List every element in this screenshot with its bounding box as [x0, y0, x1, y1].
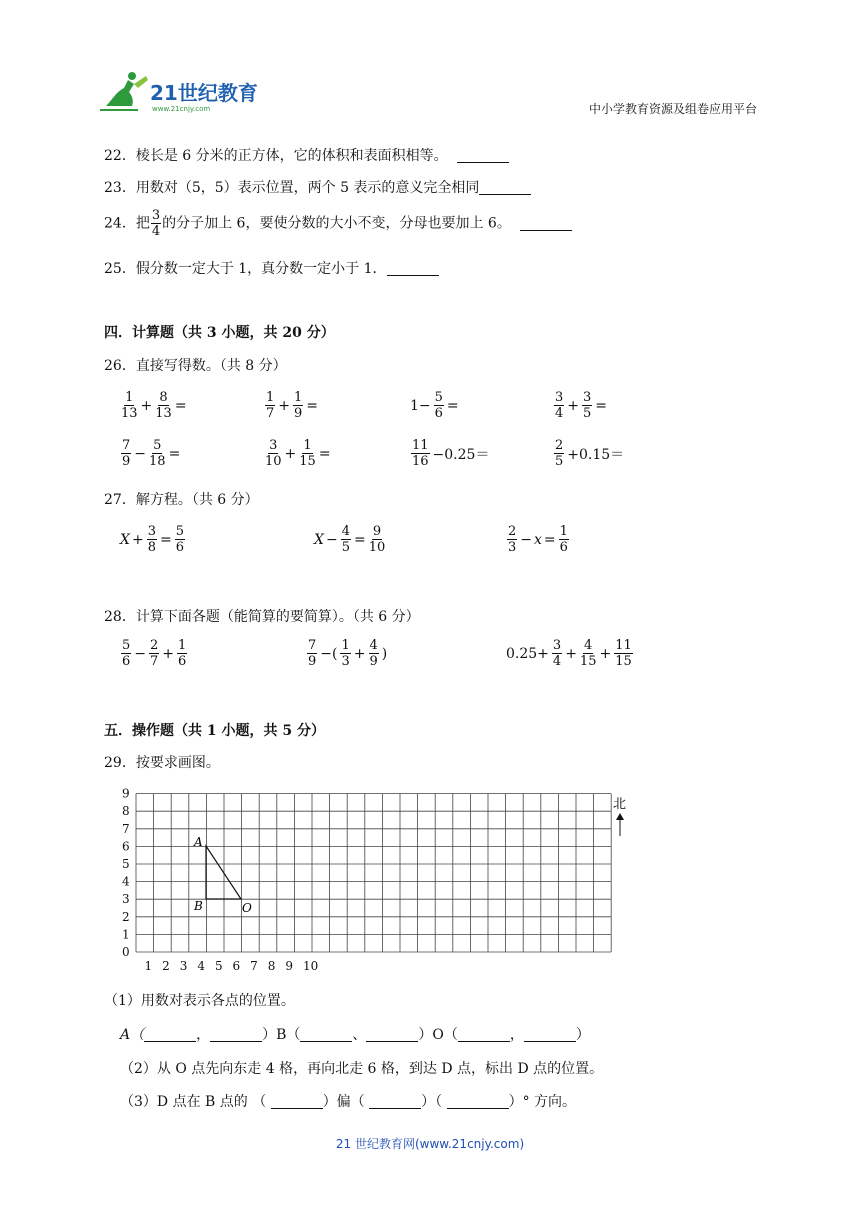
- equation-3: $\frac{2}{3}$ − x = $\frac{1}{6}$: [508, 524, 568, 555]
- y-tick-label: 7: [122, 821, 130, 836]
- a-y-blank[interactable]: [210, 1027, 262, 1042]
- question-29: 29．按要求画图。: [104, 755, 220, 771]
- answer-blank[interactable]: [520, 216, 572, 231]
- y-tick-label: 0: [122, 945, 130, 959]
- question-29-2: （2）从 O 点先向东走 4 格，再向北走 6 格，到达 D 点，标出 D 点的位置。: [120, 1061, 604, 1077]
- simplify-2: $\frac{7}{9}$ −( $\frac{1}{3}$ + $\frac{4}{9}$ ): [308, 638, 388, 669]
- y-tick-label: 1: [122, 927, 130, 942]
- question-28: 28．计算下面各题（能简算的要简算）。（共 6 分）: [104, 609, 420, 625]
- answer-blank[interactable]: [479, 180, 531, 195]
- calc-5: $\frac{7}{9}$ − $\frac{5}{18}$ =: [122, 438, 181, 469]
- x-tick-label: 6: [232, 959, 241, 973]
- b-y-blank[interactable]: [366, 1027, 418, 1042]
- y-tick-label: 5: [122, 857, 130, 871]
- x-tick-label: 2: [162, 959, 170, 973]
- a-x-blank[interactable]: [144, 1027, 196, 1042]
- simplify-1: $\frac{5}{6}$ − $\frac{2}{7}$ + $\frac{1}{6}$: [122, 638, 187, 669]
- x-tick-label: 5: [214, 959, 223, 973]
- question-22: 22．棱长是 6 分米的正方体，它的体积和表面积相等。: [104, 145, 509, 165]
- o-y-blank[interactable]: [524, 1027, 576, 1042]
- question-29-3: （3）D 点在 B 点的 （ ）偏（ ）（ ）° 方向。: [120, 1094, 577, 1110]
- y-tick-label: 8: [122, 804, 130, 819]
- x-tick-label: 10: [302, 959, 319, 973]
- point-B-label: B: [194, 899, 203, 913]
- question-24: 24．把 $\frac{3}{4}$ 的分子加上 6，要使分数的大小不变，分母也要加上 6。: [104, 208, 572, 239]
- triangle-ABO: [206, 846, 241, 899]
- y-tick-label: 9: [122, 786, 130, 801]
- svg-text:www.21cnjy.com: www.21cnjy.com: [152, 105, 211, 113]
- x-tick-label: 4: [197, 959, 206, 973]
- section-4-title: 四．计算题（共 3 小题，共 20 分）: [104, 325, 335, 341]
- north-arrow-icon: [616, 813, 624, 836]
- question-29-1: （1）用数对表示各点的位置。: [104, 993, 295, 1009]
- question-25: 25．假分数一定大于 1，真分数一定小于 1．: [104, 258, 439, 278]
- equation-1: X + $\frac{3}{8}$ = $\frac{5}{6}$: [120, 524, 184, 555]
- coordinate-grid: [110, 786, 650, 976]
- y-tick-label: 2: [122, 909, 130, 924]
- footer-link[interactable]: 21 世纪教育网(www.21cnjy.com): [335, 1137, 525, 1151]
- logo: [98, 70, 268, 114]
- b-x-blank[interactable]: [300, 1027, 352, 1042]
- calc-8: $\frac{2}{5}$ +0.15＝: [555, 438, 625, 469]
- question-27: 27．解方程。（共 6 分）: [104, 492, 259, 508]
- x-tick-label: 1: [144, 959, 153, 973]
- calc-4: $\frac{3}{4}$ + $\frac{3}{5}$ =: [555, 390, 608, 421]
- point-A-label: A: [194, 835, 203, 849]
- point-O-label: O: [242, 901, 252, 915]
- question-23: 23．用数对（5，5）表示位置，两个 5 表示的意义完全相同: [104, 177, 531, 197]
- x-tick-label: 7: [250, 959, 258, 973]
- equation-2: X − $\frac{4}{5}$ = $\frac{9}{10}$: [314, 524, 386, 555]
- section-5-title: 五．操作题（共 1 小题，共 5 分）: [104, 723, 325, 739]
- calc-7: $\frac{11}{16}$ −0.25＝: [412, 438, 490, 469]
- header-platform-text: 中小学教育资源及组卷应用平台: [588, 102, 757, 116]
- question-26: 26．直接写得数。（共 8 分）: [104, 358, 287, 374]
- y-tick-label: 4: [122, 874, 130, 889]
- calc-2: $\frac{1}{7}$ + $\frac{1}{9}$ =: [266, 390, 319, 421]
- north-label: 北: [613, 797, 627, 812]
- o-x-blank[interactable]: [458, 1027, 510, 1042]
- simplify-3: 0.25+ $\frac{3}{4}$ + $\frac{4}{15}$ + $\frac{11}{15}$: [506, 638, 632, 669]
- x-tick-label: 3: [179, 959, 188, 973]
- x-tick-label: 8: [267, 959, 276, 973]
- calc-6: $\frac{3}{10}$ + $\frac{1}{15}$ =: [265, 438, 331, 469]
- answer-blank[interactable]: [457, 148, 509, 163]
- angle-blank[interactable]: [447, 1094, 509, 1109]
- point-coordinates-row: A（ ， ）B（ 、 ）O（ ， ）: [120, 1027, 590, 1043]
- answer-blank[interactable]: [387, 261, 439, 276]
- direction-blank-1[interactable]: [271, 1094, 323, 1109]
- direction-blank-2[interactable]: [369, 1094, 421, 1109]
- x-tick-label: 9: [285, 959, 294, 973]
- y-tick-label: 3: [122, 892, 130, 907]
- svg-text:21世纪教育: 21世纪教育: [150, 81, 258, 105]
- calc-1: $\frac{1}{13}$ + $\frac{8}{13}$ =: [121, 390, 187, 421]
- y-tick-label: 6: [122, 839, 130, 854]
- calc-3: 1− $\frac{5}{6}$ =: [410, 390, 459, 421]
